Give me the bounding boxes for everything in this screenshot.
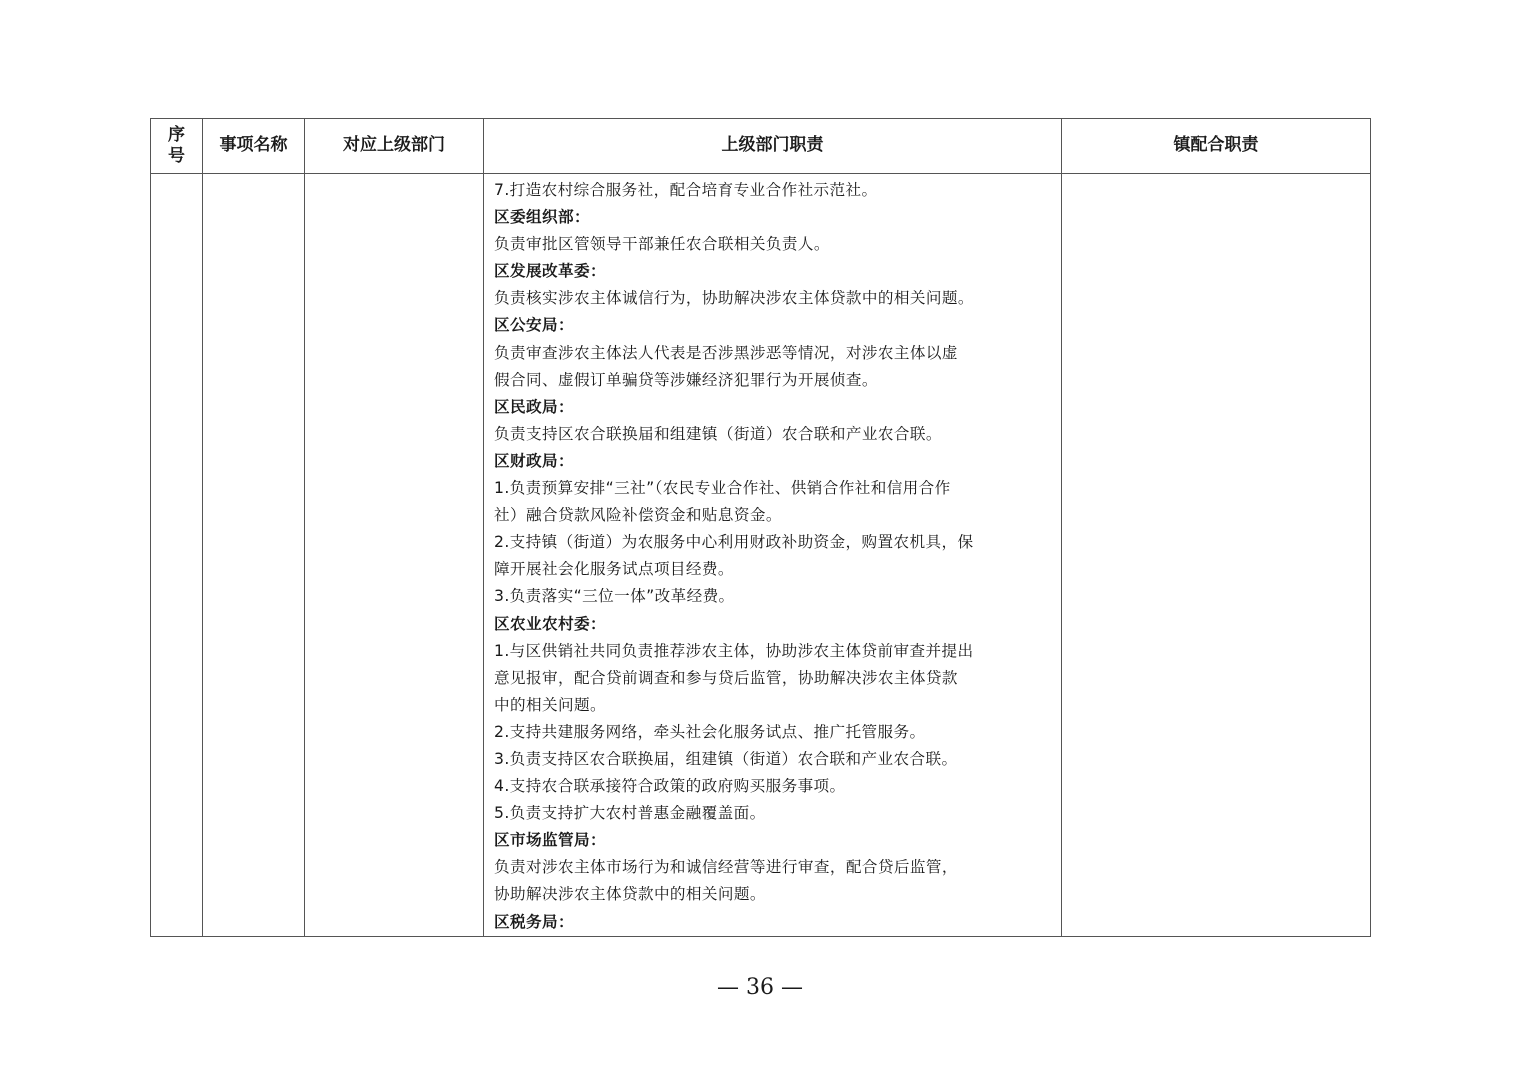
page-number: — 36 — [717,975,803,1000]
duty-line: 负责对涉农主体市场行为和诚信经营等进行审查，配合贷后监管， [494,858,958,877]
cell-upper-duty [484,174,1062,937]
cell-town-duty [1062,174,1371,937]
duty-line: 1.负责预算安排“三社”（农民专业合作社、供销合作社和信用合作 [494,479,951,498]
cell-upper-dept [305,174,484,937]
department-heading: 区发展改革委： [494,262,606,281]
header-seq [151,119,203,174]
cell-seq [151,174,203,937]
duty-line: 4.支持农合联承接符合政策的政府购买服务事项。 [494,777,846,796]
department-heading: 区农业农村委： [494,614,606,633]
duty-line: 社）融合贷款风险补偿资金和贴息资金。 [494,506,782,525]
duty-line: 意见报审，配合贷前调查和参与贷后监管，协助解决涉农主体贷款 [494,668,958,687]
table-row [151,174,1371,937]
department-heading: 区财政局： [494,451,574,470]
department-heading: 区公安局： [494,316,574,335]
duty-line: 协助解决涉农主体贷款中的相关问题。 [494,885,766,904]
duty-line: 1.与区供销社共同负责推荐涉农主体，协助涉农主体贷前审查并提出 [494,641,974,660]
department-heading: 区市场监管局： [494,831,606,850]
header-seq-line1: 序 [168,124,185,145]
header-town-duty: 镇配合职责 [1062,119,1371,174]
duty-line: 中的相关问题。 [494,695,606,714]
duty-line: 负责支持区农合联换届和组建镇（街道）农合联和产业农合联。 [494,424,942,443]
cell-item-name [203,174,305,937]
header-upper-duty: 上级部门职责 [484,119,1062,174]
department-heading: 区民政局： [494,397,574,416]
header-item-name: 事项名称 [203,119,305,174]
duty-table [150,118,1371,937]
table-header-row [151,119,1371,174]
duty-line: 假合同、虚假订单骗贷等涉嫌经济犯罪行为开展侦查。 [494,370,878,389]
duty-line: 5.负责支持扩大农村普惠金融覆盖面。 [494,804,766,823]
duty-line: 2.支持镇（街道）为农服务中心利用财政补助资金，购置农机具，保 [494,533,974,552]
duty-line: 3.负责落实“三位一体”改革经费。 [494,587,735,606]
header-upper-dept: 对应上级部门 [305,119,484,174]
department-heading: 区税务局： [494,912,574,931]
duty-line: 负责审查涉农主体法人代表是否涉黑涉恶等情况，对涉农主体以虚 [494,343,958,362]
duty-line: 7.打造农村综合服务社，配合培育专业合作社示范社。 [494,181,878,199]
duty-line: 3.负责支持区农合联换届，组建镇（街道）农合联和产业农合联。 [494,749,958,768]
duty-line: 障开展社会化服务试点项目经费。 [494,560,734,579]
duty-line: 负责核实涉农主体诚信行为，协助解决涉农主体贷款中的相关问题。 [494,289,974,308]
duty-line: 2.支持共建服务网络，牵头社会化服务试点、推广托管服务。 [494,722,926,741]
department-heading: 区委组织部： [494,208,590,227]
header-seq-line2: 号 [168,146,185,166]
duty-line: 负责审批区管领导干部兼任农合联相关负责人。 [494,235,830,254]
